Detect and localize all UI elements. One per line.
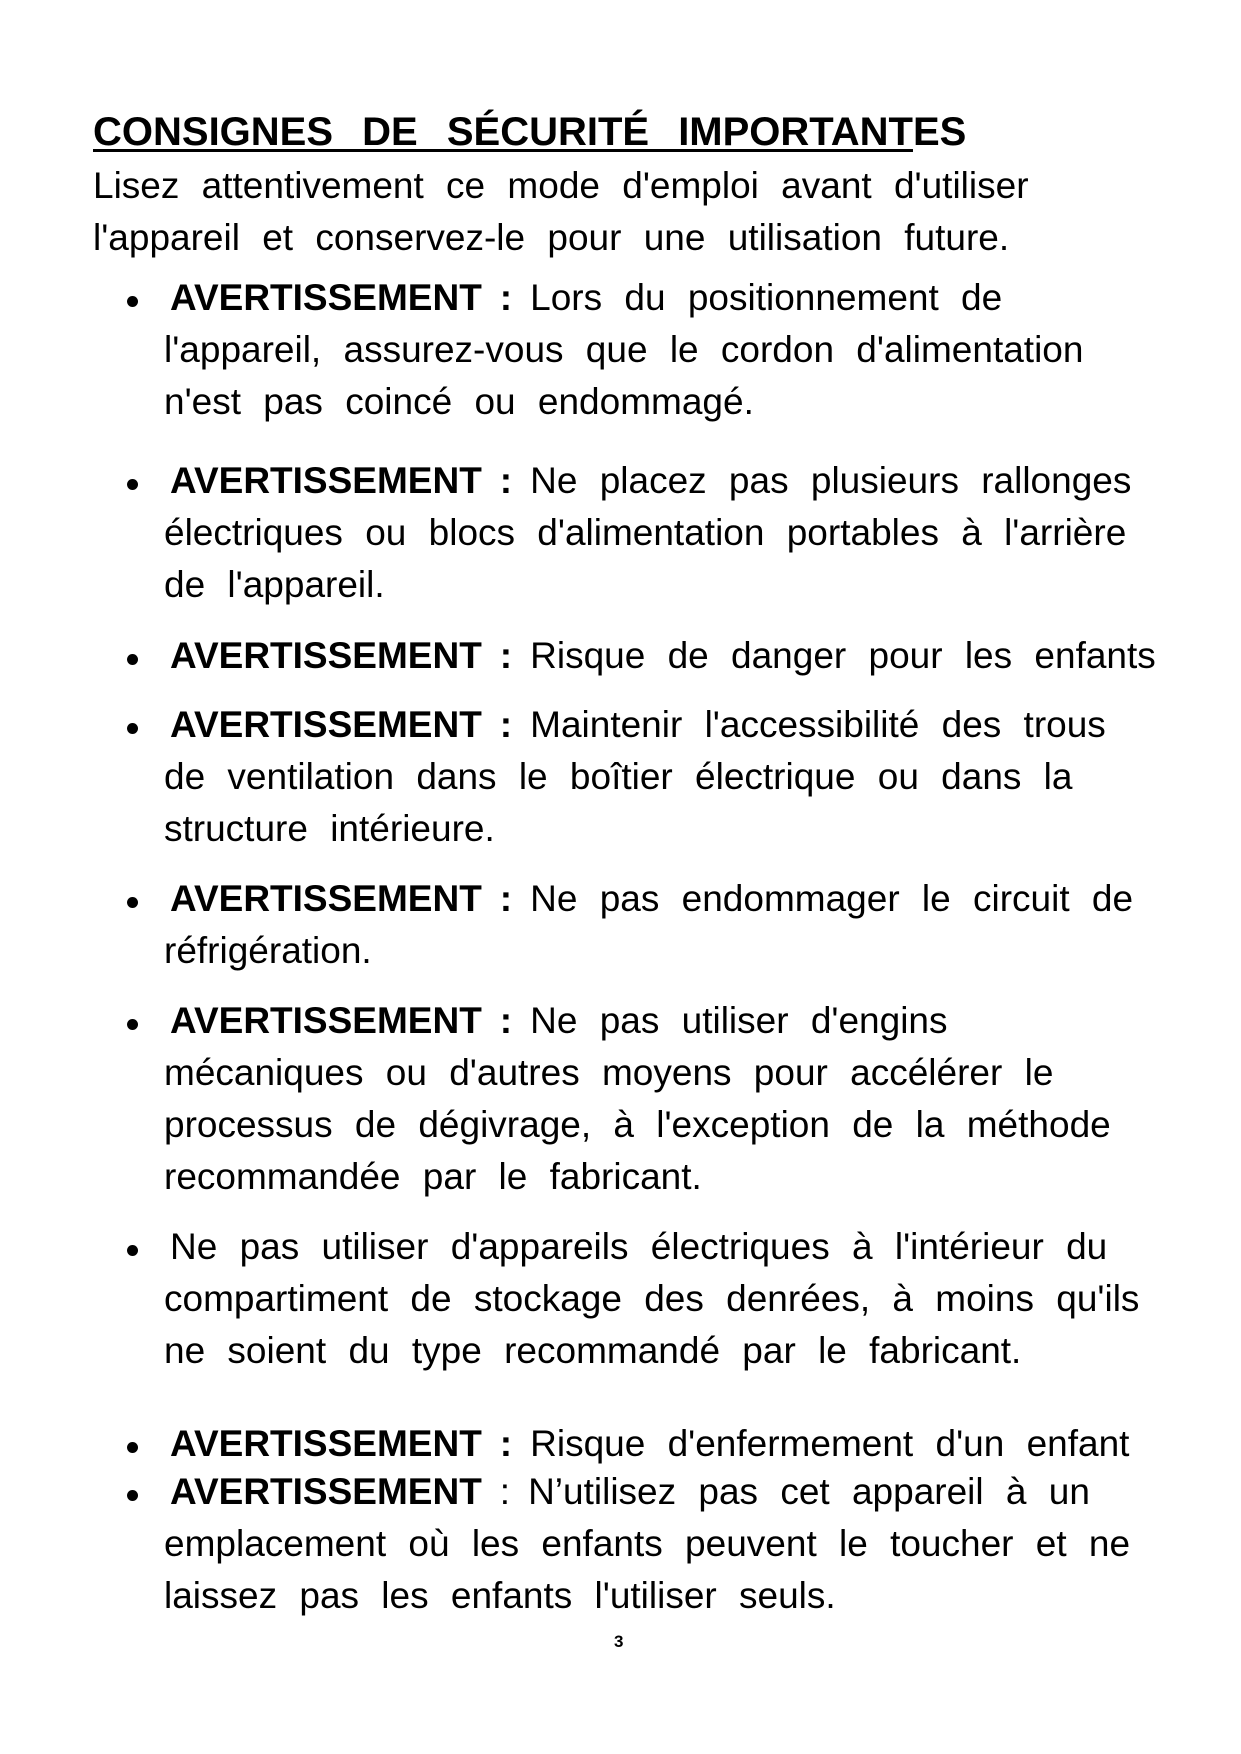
warning-label: AVERTISSEMENT	[170, 635, 482, 676]
item-first-line	[170, 699, 1106, 751]
item-continuation: de ventilation dans le boîtier électrique ou dans la	[164, 756, 1073, 797]
bullet-icon	[127, 723, 138, 734]
item-text: Ne pas endommager le circuit de	[530, 878, 1134, 919]
page-title	[93, 108, 966, 156]
item-text: Lors du positionnement de	[530, 277, 1003, 318]
item-first-line	[170, 630, 1156, 682]
item-continuation: laissez pas les enfants l'utiliser seuls.	[164, 1575, 836, 1616]
warning-colon: :	[499, 460, 513, 501]
warning-label: AVERTISSEMENT	[170, 704, 482, 745]
intro-line-1: Lisez attentivement ce mode d'emploi avant d'utiliser	[93, 165, 1029, 206]
warning-colon: :	[499, 635, 513, 676]
warning-label: AVERTISSEMENT	[170, 1000, 482, 1041]
page-title-rest: ES	[912, 110, 967, 154]
item-continuation: compartiment de stockage des denrées, à moins qu'ils	[164, 1278, 1140, 1319]
item-text: Maintenir l'accessibilité des trous	[530, 704, 1106, 745]
item-continuation: recommandée par le fabricant.	[164, 1156, 702, 1197]
item-continuation: ne soient du type recommandé par le fabricant.	[164, 1330, 1022, 1371]
item-continuation: l'appareil, assurez-vous que le cordon d'alimentation	[164, 329, 1084, 370]
item-first-line	[170, 272, 1002, 324]
item-continuation: emplacement où les enfants peuvent le toucher et ne	[164, 1523, 1131, 1564]
item-text: Ne placez pas plusieurs rallonges	[530, 460, 1132, 501]
item-continuation: processus de dégivrage, à l'exception de la méthode	[164, 1104, 1111, 1145]
item-continuation: mécaniques ou d'autres moyens pour accélérer le	[164, 1052, 1054, 1093]
item-continuation: n'est pas coincé ou endommagé.	[164, 381, 754, 422]
item-text: Risque d'enfermement d'un enfant	[530, 1423, 1130, 1464]
warning-label: AVERTISSEMENT	[170, 1423, 482, 1464]
item-first-line	[170, 1418, 1129, 1470]
item-text: Ne pas utiliser d'engins	[530, 1000, 948, 1041]
warning-colon: :	[499, 1423, 513, 1464]
item-continuation: électriques ou blocs d'alimentation portables à l'arrière	[164, 512, 1127, 553]
item-continuation: de l'appareil.	[164, 564, 385, 605]
bullet-icon	[127, 654, 138, 665]
warning-label: AVERTISSEMENT	[170, 460, 482, 501]
warning-label: AVERTISSEMENT	[170, 277, 482, 318]
page-title-underlined: CONSIGNES DE SÉCURITÉ IMPORTANT	[93, 110, 913, 154]
warning-colon: :	[499, 277, 513, 318]
bullet-icon	[127, 1245, 138, 1256]
item-first-line	[170, 873, 1133, 925]
item-first-line	[170, 1466, 1090, 1518]
warning-colon: :	[499, 1471, 511, 1512]
bullet-icon	[127, 897, 138, 908]
bullet-icon	[127, 1442, 138, 1453]
item-text: N’utilisez pas cet appareil à un	[528, 1471, 1090, 1512]
warning-label: AVERTISSEMENT	[170, 878, 482, 919]
item-first-line	[170, 995, 948, 1047]
item-continuation: structure intérieure.	[164, 808, 495, 849]
warning-colon: :	[499, 1000, 513, 1041]
warning-colon: :	[499, 704, 513, 745]
page-number: 3	[614, 1632, 624, 1651]
item-continuation: réfrigération.	[164, 930, 372, 971]
item-first-line	[170, 455, 1131, 507]
warning-label: AVERTISSEMENT	[170, 1471, 482, 1512]
warning-colon: :	[499, 878, 513, 919]
bullet-icon	[127, 1019, 138, 1030]
bullet-icon	[127, 1490, 138, 1501]
item-first-line: Ne pas utiliser d'appareils électriques à l'intérieur du	[170, 1226, 1108, 1267]
item-text: Risque de danger pour les enfants	[530, 635, 1156, 676]
bullet-icon	[127, 479, 138, 490]
intro-line-2: l'appareil et conservez-le pour une utilisation future.	[93, 217, 1010, 258]
bullet-icon	[127, 296, 138, 307]
